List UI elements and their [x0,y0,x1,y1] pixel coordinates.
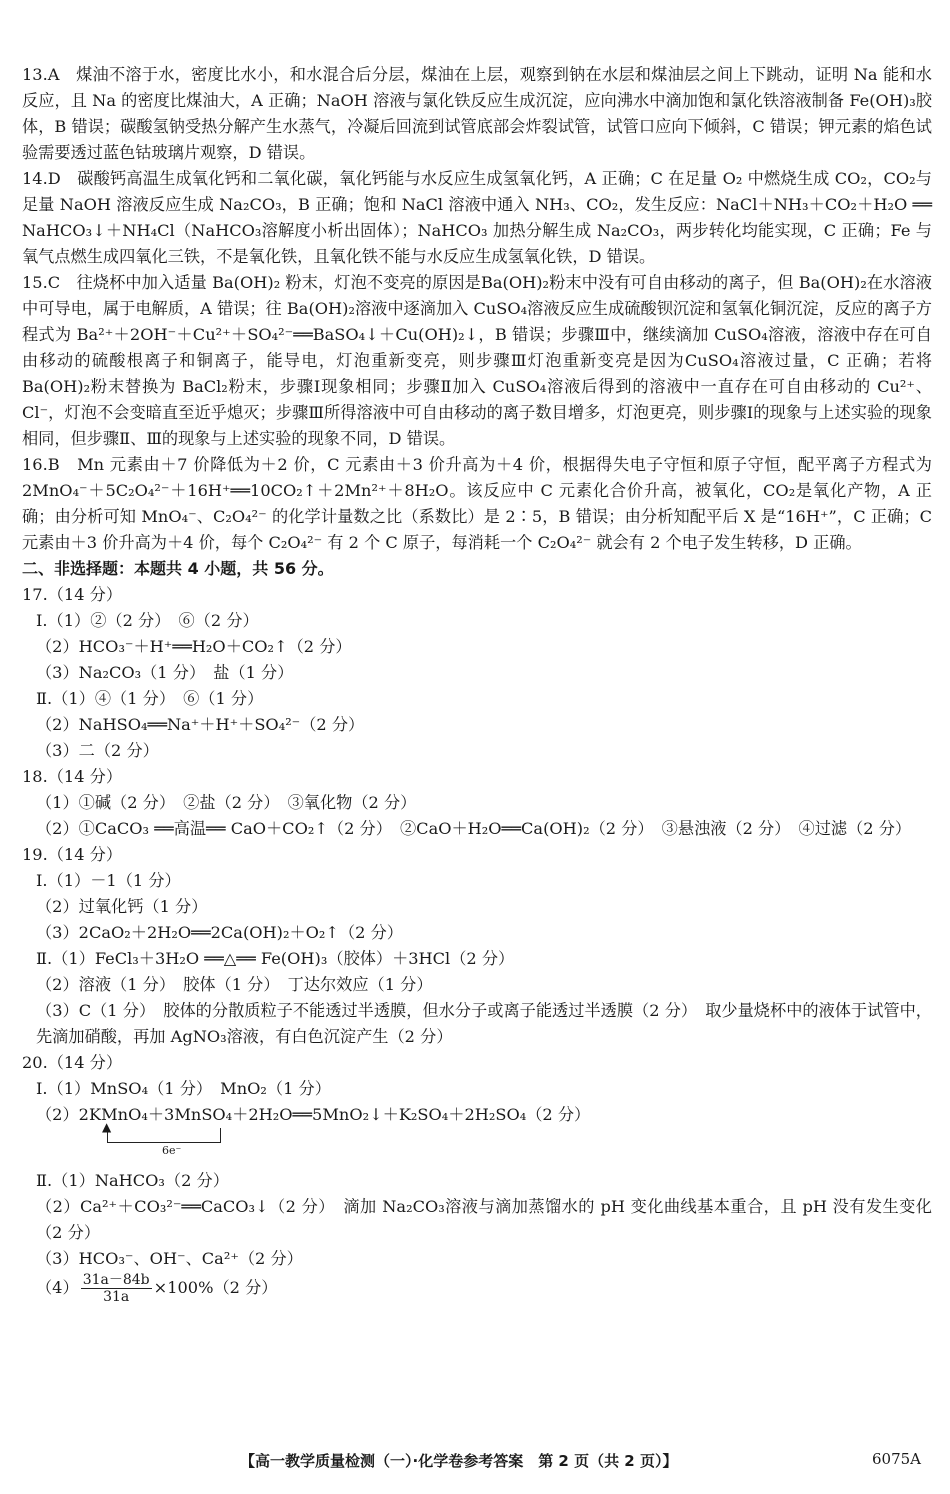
fraction-numerator: 31a－84b [82,1272,150,1288]
answer-14: 14.D 碳酸钙高温生成氧化钙和二氧化碳，氧化钙能与水反应生成氢氧化钙，A 正确；C 在足量 O₂ 中燃烧生成 CO₂，CO₂与足量 NaOH 溶液反应生成 Na₂CO₃，B 正确；饱和 NaCl 溶液中通入 NH₃、CO₂，发生反应：NaCl＋NH₃＋CO₂＋H₂O ══ NaHCO₃↓＋NH₄Cl（NaHCO₃溶解度小析出固体）；NaHCO₃ 加热分解生成 Na₂CO₃，两步转化均能实现，C 正确；Fe 与氧气点燃生成四氧化三铁，不是氧化铁，且氧化铁不能与水反应生成氢氧化铁，D 错误。 [22,169,932,266]
fraction-prefix: （4） [36,1278,79,1297]
answer-19-line: （2）过氧化钙（1 分） [36,897,208,916]
footer-title: 【高一教学质量检测（一）·化学卷参考答案 第 2 页（共 2 页）】 [240,1452,678,1470]
answer-19-line: （2）溶液（1 分） 胶体（1 分） 丁达尔效应（1 分） [36,975,433,994]
answer-19-line: Ⅱ.（1）FeCl₃＋3H₂O ══△══ Fe(OH)₃（胶体）＋3HCl（2 分） [36,949,515,968]
answer-17-line: Ⅰ.（1）②（2 分） ⑥（2 分） [36,611,259,630]
answer-18-head: 18.（14 分） [22,767,123,786]
bracket-line [107,1128,221,1143]
answer-13: 13.A 煤油不溶于水，密度比水小，和水混合后分层，煤油在上层，观察到钠在水层和煤油层之间上下跳动，证明 Na 能和水反应，且 Na 的密度比煤油大，A 正确；NaOH 溶液与氯化铁反应生成沉淀，应向沸水中滴加饱和氯化铁溶液制备 Fe(OH)₃胶体，B 错误；碳酸氢钠受热分解产生水蒸气，冷凝后回流到试管底部会炸裂试管，试管口应向下倾斜，C 错误；钾元素的焰色试验需要透过蓝色钴玻璃片观察，D 错误。 [22,65,932,162]
fraction-suffix: ×100%（2 分） [153,1278,278,1297]
answer-20-line: （2）2KMnO₄＋3MnSO₄＋2H₂O══5MnO₂↓＋K₂SO₄＋2H₂SO₄（2 分） [36,1105,591,1124]
answer-page [22,62,932,1305]
answer-18-line: （1）①碱（2 分） ②盐（2 分） ③氧化物（2 分） [36,793,417,812]
answer-18-line: （2）①CaCO₃ ══高温══ CaO＋CO₂↑（2 分） ②CaO＋H₂O══Ca(OH)₂（2 分） ③悬浊液（2 分） ④过滤（2 分） [36,819,912,838]
fraction-denominator: 31a [103,1289,130,1305]
answer-16: 16.B Mn 元素由＋7 价降低为＋2 价，C 元素由＋3 价升高为＋4 价，根据得失电子守恒和原子守恒，配平离子方程式为 2MnO₄⁻＋5C₂O₄²⁻＋16H⁺══10CO₂↑＋2Mn²⁺＋8H₂O。该反应中 C 元素化合价升高，被氧化，CO₂是氧化产物，A 正确；由分析可知 MnO₄⁻、C₂O₄²⁻ 的化学计量数之比（系数比）是 2∶5，B 错误；由分析知配平后 X 是“16H⁺”，C 正确；C 元素由＋3 价升高为＋4 价，每个 C₂O₄²⁻ 有 2 个 C 原子，每消耗一个 C₂O₄²⁻ 就会有 2 个电子发生转移，D 正确。 [22,455,932,552]
answer-17-line: （2）HCO₃⁻＋H⁺══H₂O＋CO₂↑（2 分） [36,637,352,656]
answer-17-line: （3）Na₂CO₃（1 分） 盐（1 分） [36,663,294,682]
page-footer [0,1450,950,1474]
arrow-up-icon: ▲ [102,1120,112,1134]
answer-19-line: （3）2CaO₂＋2H₂O══2Ca(OH)₂＋O₂↑（2 分） [36,923,403,942]
answer-20-line: Ⅰ.（1）MnSO₄（1 分） MnO₂（1 分） [36,1079,331,1098]
answer-20-fraction-line [22,1272,932,1305]
answer-19-head: 19.（14 分） [22,845,123,864]
electron-label: 6e⁻ [162,1144,182,1157]
answer-17-line: Ⅱ.（1）④（1 分） ⑥（1 分） [36,689,264,708]
electron-transfer-bracket [22,1120,932,1168]
answer-19-line: Ⅰ.（1）－1（1 分） [36,871,181,890]
answer-17-line: （2）NaHSO₄══Na⁺＋H⁺＋SO₄²⁻（2 分） [36,715,365,734]
fraction [81,1272,152,1305]
answer-20-head: 20.（14 分） [22,1053,123,1072]
answer-15: 15.C 往烧杯中加入适量 Ba(OH)₂ 粉末，灯泡不变亮的原因是Ba(OH)₂粉末中没有可自由移动的离子，但 Ba(OH)₂在水溶液中可导电，属于电解质，A 错误；往 Ba(OH)₂溶液中逐滴加入 CuSO₄溶液反应生成硫酸钡沉淀和氢氧化铜沉淀，反应的离子方程式为 Ba²⁺＋2OH⁻＋Cu²⁺＋SO₄²⁻══BaSO₄↓＋Cu(OH)₂↓，B 错误；步骤Ⅲ中，继续滴加 CuSO₄溶液，溶液中存在可自由移动的硫酸根离子和铜离子，能导电，灯泡重新变亮，则步骤Ⅲ灯泡重新变亮是因为CuSO₄溶液过量，C 正确；若将 Ba(OH)₂粉末替换为 BaCl₂粉末，步骤Ⅰ现象相同；步骤Ⅱ加入 CuSO₄溶液后得到的溶液中一直存在可自由移动的 Cu²⁺、Cl⁻，灯泡不会变暗直至近乎熄灭；步骤Ⅲ所得溶液中可自由移动的离子数目增多，灯泡更亮，则步骤Ⅰ的现象与上述实验的现象相同，但步骤Ⅱ、Ⅲ的现象与上述实验的现象不同，D 错误。 [22,273,932,448]
answer-17-head: 17.（14 分） [22,585,123,604]
answer-20-line: （2）Ca²⁺＋CO₃²⁻══CaCO₃↓（2 分） 滴加 Na₂CO₃溶液与滴加蒸馏水的 pH 变化曲线基本重合，且 pH 没有发生变化（2 分） [36,1197,932,1242]
answer-19-line: （3）C（1 分） 胶体的分散质粒子不能透过半透膜，但水分子或离子能透过半透膜（2 分） 取少量烧杯中的液体于试管中，先滴加硝酸，再加 AgNO₃溶液，有白色沉淀产生（2 分） [36,1001,932,1046]
answer-17-line: （3）二（2 分） [36,741,159,760]
answer-20-line: （3）HCO₃⁻、OH⁻、Ca²⁺（2 分） [36,1249,303,1268]
footer-code: 6075A [872,1450,922,1468]
section-heading: 二、非选择题：本题共 4 小题，共 56 分。 [22,559,334,578]
answer-20-line: Ⅱ.（1）NaHCO₃（2 分） [36,1171,229,1190]
